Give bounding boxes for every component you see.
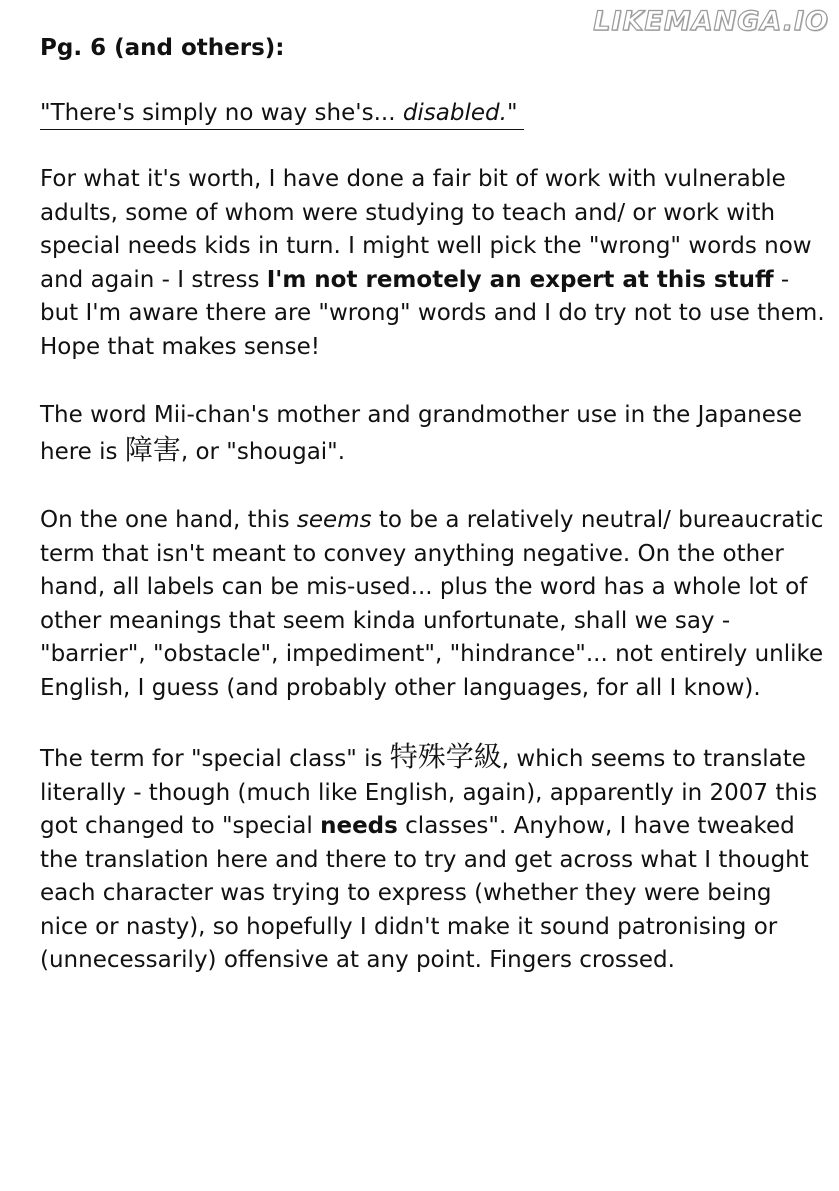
paragraph-text: For what it's worth, I have done a fair bit of work with vulnerable adults, some of whom were studying to teach and/ or work with special needs kids in turn. I might well pick the "wrong" words now and again - I stress [40,166,812,293]
paragraph-text: - but I'm aware there are "wrong" words and I do try not to use them. Hope that makes sense! [40,266,825,360]
paragraph-meanings [40,504,825,705]
quote-emphasis: disabled. [402,100,507,126]
paragraph-text: classes". Anyhow, I have tweaked the translation here and there to try and get across what I thought each character was trying to express (whether they were being nice or nasty), so hopefully I didn't make it sound patronising or (unnecessarily) offensive at any point. Fingers crossed. [40,813,809,973]
paragraph-text: The term for "special class" is [40,746,390,772]
paragraph-context [40,163,825,364]
italic-word: seems [296,507,372,533]
quoted-line [40,97,524,130]
paragraph-special-class [40,740,825,978]
paragraph-text: , or "shougai". [180,438,346,465]
paragraph-text: The word Mii-chan's mother and grandmother use in the Japanese here is [40,402,803,465]
paragraph-text: to be a relatively neutral/ bureaucratic term that isn't meant to convey anything negative. On the other hand, all labels can be mis-used... plus the word has a whole lot of other meanings that seem kinda unfortunate, shall we say - "barrier", "obstacle", impediment", "hindrance"... not entirely unlike English, I guess (and probably other languages, for all I know). [40,507,824,701]
kanji-term: 特殊学級 [389,740,502,773]
bold-word: needs [320,813,398,839]
paragraph-text: , which seems to translate literally - though (much like English, again), apparently in 2007 this got changed to "special [40,746,818,839]
translation-notes-page [40,32,825,1013]
site-watermark: LIKEMANGA.IO [593,6,829,37]
quote-close: " [506,100,518,126]
quote-text: "There's simply no way she's... [40,100,403,126]
page-heading: Pg. 6 (and others): [40,35,285,61]
bold-phrase: I'm not remotely an expert at this stuff [266,266,774,293]
paragraph-shougai [40,399,825,469]
paragraph-text: On the one hand, this [40,507,297,533]
kanji-term: 障害 [124,432,181,466]
